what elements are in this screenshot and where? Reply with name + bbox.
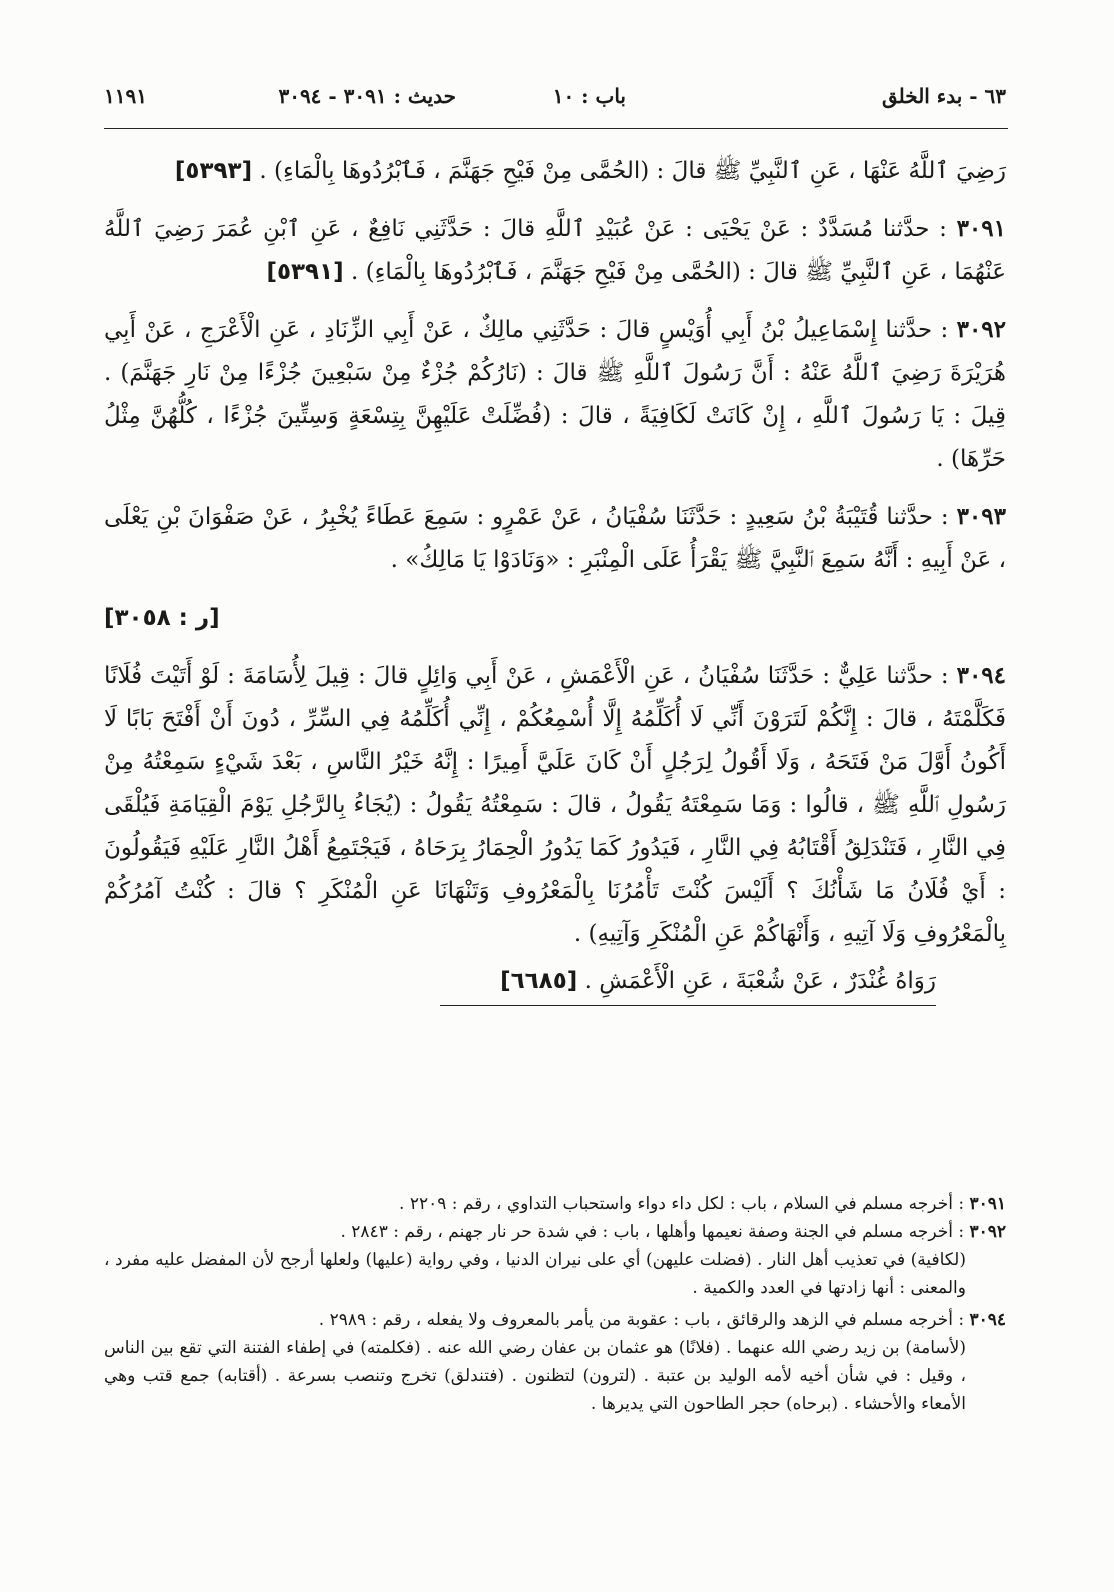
header-rule xyxy=(104,128,1008,129)
hadith-text: رَضِيَ ٱللَّهُ عَنْهَا ، عَنِ ٱلنَّبِيِّ ﷺ قالَ : (الحُمَّى مِنْ فَيْحِ جَهَنَّمَ ، فَٱبْرُدُوهَا بِالْمَاءِ) . xyxy=(259,158,1006,184)
bab-number: باب : ١٠ xyxy=(552,84,626,108)
hadith-number: ٣٠٩٤ xyxy=(956,662,1007,689)
cross-reference: [٥٣٩٣] xyxy=(174,158,253,184)
hadith-3091 xyxy=(104,207,1006,294)
cross-reference: [٥٣٩١] xyxy=(266,259,344,285)
hadith-text: : حدَّثنا مُسَدَّدٌ : عَنْ يَحْيَى : عَنْ عُبَيْدِ ٱللَّهِ قالَ : حَدَّثَنِي نَافِعٌ ، عَنِ ٱبْنِ عُمَرَ رَضِيَ ٱللَّهُ عَنْهُمَا ، عَنِ ٱلنَّبِيِّ ﷺ قالَ : (الحُمَّى مِنْ فَيْحِ جَهَنَّمَ ، فَٱبْرُدُوهَا بِالْمَاءِ) . xyxy=(104,216,1006,285)
cross-reference-line xyxy=(104,596,1006,640)
riwaya-text: رَوَاهُ غُنْدَرٌ ، عَنْ شُعْبَةَ ، عَنِ الْأَعْمَشِ . xyxy=(584,968,936,994)
hadith-text: : حدَّثنا قُتَيْبَةُ بْنُ سَعِيدٍ : حَدَّثَنَا سُفْيَانُ ، عَنْ عَمْرٍو : سَمِعَ عَطَاءً يُخْبِرُ ، عَنْ صَفْوَانَ بْنِ يَعْلَى ، عَنْ أَبِيهِ : أَنَّهُ سَمِعَ ٱلنَّبِيَّ ﷺ يَقْرَأُ عَلَى الْمِنْبَرِ : «وَنَادَوْا يَا مَالِكُ» . xyxy=(104,504,1006,573)
riwaya-note xyxy=(440,960,936,1006)
cross-reference: [٦٦٨٥] xyxy=(500,968,578,994)
hadith-number: ٣٠٩٣ xyxy=(956,503,1006,530)
hadith-3093 xyxy=(104,495,1006,582)
running-header xyxy=(104,84,1006,116)
hadith-text: : حدَّثنا عَلِيٌّ : حَدَّثَنَا سُفْيَانُ ، عَنِ الْأَعْمَشِ ، عَنْ أَبِي وَائِلٍ قالَ : قِيلَ لِأُسَامَةَ : لَوْ أَتَيْتَ فُلَانًا فَكَلَّمْتَهُ ، قالَ : إِنَّكُمْ لَتَرَوْنَ أَنِّي لَا أُكَلِّمُهُ إِلَّا أُسْمِعُكُمْ ، إِنِّي أُكَلِّمُهُ فِي السِّرِّ ، دُونَ أَنْ أَفْتَحَ بَابًا لَا أَكُونُ أَوَّلَ مَنْ فَتَحَهُ ، وَلَا أَقُولُ لِرَجُلٍ أَنْ كَانَ عَلَيَّ أَمِيرًا : إِنَّهُ خَيْرُ النَّاسِ ، بَعْدَ شَيْءٍ سَمِعْتُهُ مِنْ رَسُولِ ٱللَّهِ ﷺ ، قالُوا : وَمَا سَمِعْتَهُ يَقُولُ ، قالَ : سَمِعْتُهُ يَقُولُ : (يُجَاءُ بِالرَّجُلِ يَوْمَ الْقِيَامَةِ فَيُلْقَى فِي النَّارِ ، فَتَنْدَلِقُ أَقْتَابُهُ فِي النَّارِ ، فَيَدُورُ كَمَا يَدُورُ الْحِمَارُ بِرَحَاهُ ، فَيَجْتَمِعُ أَهْلُ النَّارِ عَلَيْهِ فَيَقُولُونَ : أَيْ فُلَانُ مَا شَأْنُكَ ؟ أَلَيْسَ كُنْتَ تَأْمُرُنَا بِالْمَعْرُوفِ وَتَنْهَانَا عَنِ الْمُنْكَرِ ؟ قالَ : كُنْتُ آمُرُكُمْ بِالْمَعْرُوفِ وَلَا آتِيهِ ، وَأَنْهَاكُمْ عَنِ الْمُنْكَرِ وَآتِيهِ) . xyxy=(104,663,1006,947)
hadith-text: : حدَّثنا إِسْمَاعِيلُ بْنُ أَبِي أُوَيْسٍ قالَ : حَدَّثَنِي مالِكٌ ، عَنْ أَبِي الزِّنَادِ ، عَنِ الْأَعْرَجِ ، عَنْ أَبِي هُرَيْرَةَ رَضِيَ ٱللَّهُ عَنْهُ : أَنَّ رَسُولَ ٱللَّهِ ﷺ قالَ : (نَارُكُمْ جُزْءٌ مِنْ سَبْعِينَ جُزْءًا مِنْ نَارِ جَهَنَّمَ) . قِيلَ : يَا رَسُولَ ٱللَّهِ ، إِنْ كَانَتْ لَكَافِيَةً ، قالَ : (فُضِّلَتْ عَلَيْهِنَّ بِتِسْعَةٍ وَسِتِّينَ جُزْءًا ، كُلُّهُنَّ مِثْلُ حَرِّهَا) . xyxy=(104,317,1006,472)
riwaya-line xyxy=(104,960,1006,1006)
footnote-text: : أخرجه مسلم في الجنة وصفة نعيمها وأهلها ، باب : في شدة حر نار جهنم ، رقم : ٢٨٤٣ . xyxy=(340,1222,965,1242)
hadith-number: ٣٠٩١ xyxy=(956,215,1006,242)
hadith-number: ٣٠٩٢ xyxy=(956,316,1007,343)
hadith-3094 xyxy=(104,654,1006,956)
footnote-text: : أخرجه مسلم في السلام ، باب : لكل داء دواء واستحباب التداوي ، رقم : ٢٢٠٩ . xyxy=(399,1194,965,1214)
hadith-continuation xyxy=(104,150,1006,193)
footnote-number: ٣٠٩٤ xyxy=(969,1310,1006,1330)
main-text xyxy=(104,150,1006,1006)
chapter-title: ٦٣ - بدء الخلق xyxy=(881,84,1006,108)
footnote-number: ٣٠٩١ xyxy=(969,1194,1006,1214)
footnote-3094-gloss: (لأسامة) بن زيد رضي الله عنهما . (فلانًا) هو عثمان بن عفان رضي الله عنه . (فكلمته) في إطفاء الفتنة التي تقع بين الناس ، وقيل : في شأن أخيه لأمه الوليد بن عتبة . (لترون) لتظنون . (فتندلق) تخرج وتنصب بسرعة . (أقتابه) جمع قتب وهي الأمعاء والأحشاء . (برحاه) حجر الطاحون التي يديرها . xyxy=(104,1338,966,1414)
footnote-3091 xyxy=(104,1190,1006,1218)
footnote-3094 xyxy=(104,1306,1006,1334)
hadith-3092 xyxy=(104,308,1006,481)
cross-reference: [ر : ٣٠٥٨] xyxy=(104,605,220,631)
footnotes xyxy=(104,1190,1006,1418)
page-number: ١١٩١ xyxy=(104,84,147,108)
footnote-number: ٣٠٩٢ xyxy=(969,1222,1006,1242)
footnote-3092-gloss: (لكافية) في تعذيب أهل النار . (فضلت عليهن) أي على نيران الدنيا ، وفي رواية (عليها) ولعلها أرجح لأن المفضل عليه مفرد ، والمعنى : أنها زادتها في العدد والكمية . xyxy=(104,1250,966,1298)
hadith-range: حديث : ٣٠٩١ - ٣٠٩٤ xyxy=(278,84,456,108)
footnote-text: : أخرجه مسلم في الزهد والرقائق ، باب : عقوبة من يأمر بالمعروف ولا يفعله ، رقم : ٢٩٨٩ . xyxy=(318,1310,965,1330)
footnote-3092 xyxy=(104,1218,1006,1246)
